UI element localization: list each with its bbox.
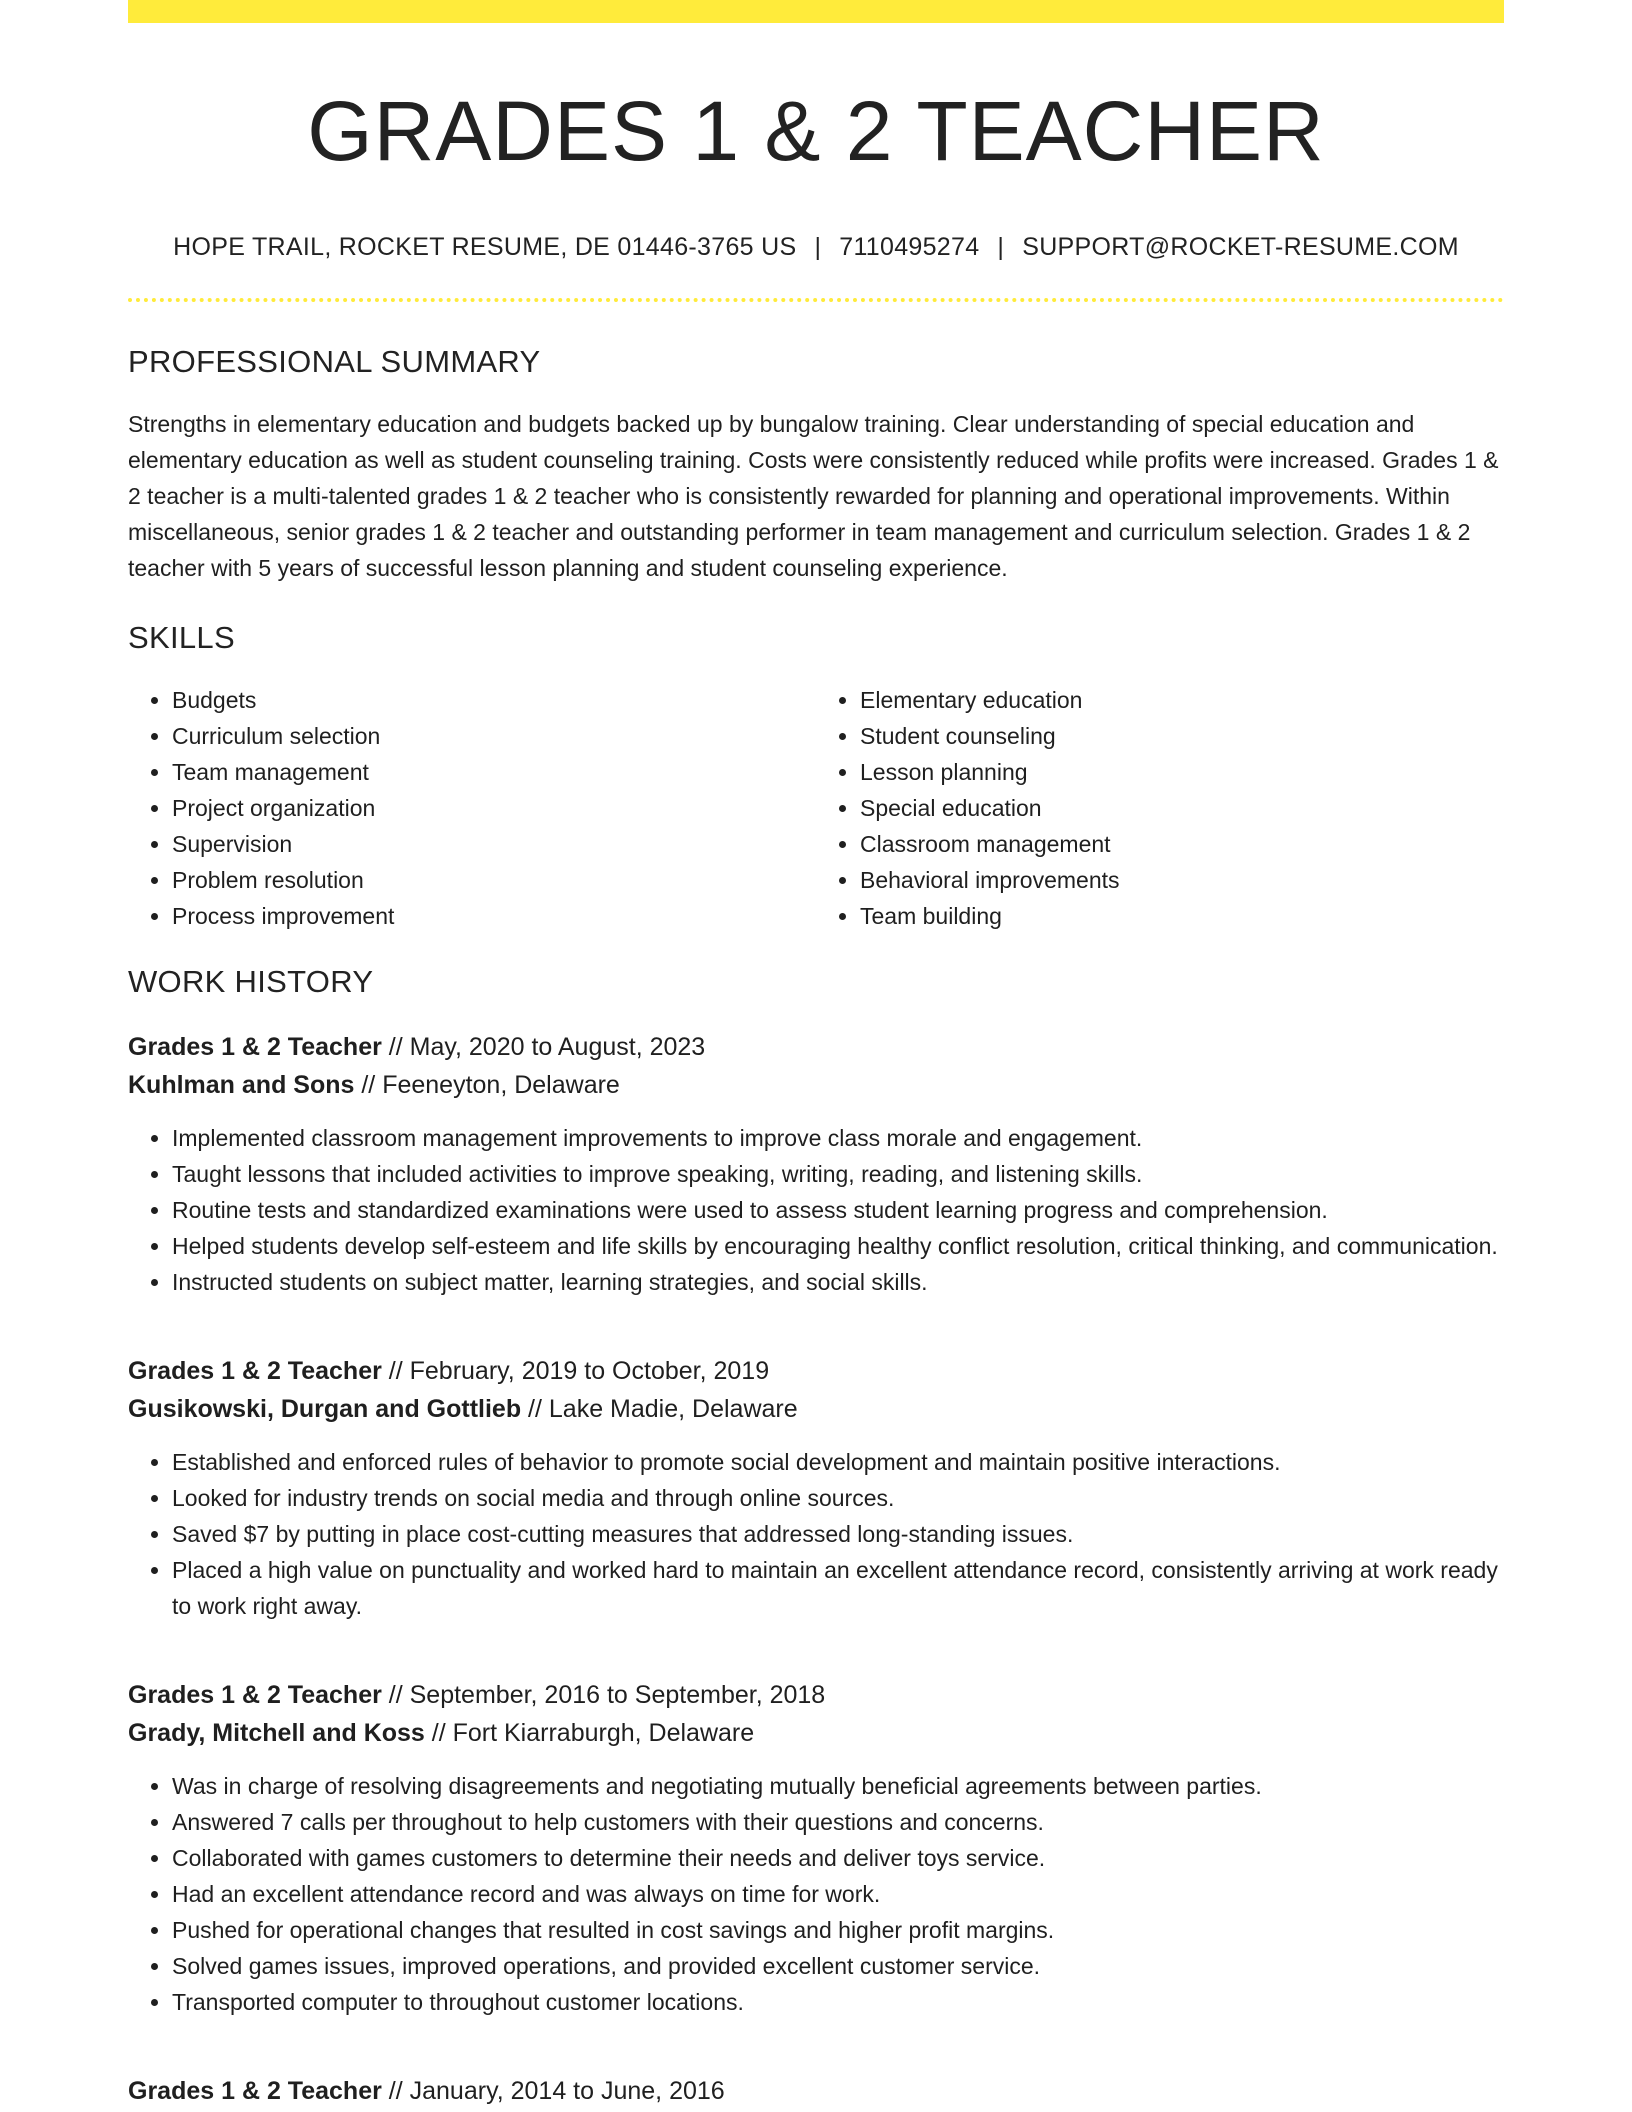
contact-email: SUPPORT@ROCKET-RESUME.COM bbox=[1022, 233, 1459, 262]
job-company: Kuhlman and Sons bbox=[128, 1071, 355, 1100]
job-bullets bbox=[128, 1444, 1504, 1624]
skills-grid bbox=[128, 682, 1504, 934]
skill-item: • Student counseling bbox=[860, 718, 1504, 754]
job-dates: // May, 2020 to August, 2023 bbox=[381, 1033, 706, 1062]
skill-item: • Special education bbox=[860, 790, 1504, 826]
job-bullet: • Collaborated with games customers to determine their needs and deliver toys service. bbox=[172, 1840, 1504, 1876]
skills-list-left bbox=[128, 682, 816, 934]
job-company-line bbox=[128, 1390, 1504, 1428]
job-entry bbox=[128, 1352, 1504, 1624]
resume-page bbox=[128, 0, 1504, 2110]
skill-item: • Curriculum selection bbox=[172, 718, 816, 754]
skill-item: • Process improvement bbox=[172, 898, 816, 934]
job-bullet: • Routine tests and standardized examinations were used to assess student learning progress and comprehension. bbox=[172, 1192, 1504, 1228]
job-title-line bbox=[128, 1352, 1504, 1390]
job-company: Grady, Mitchell and Koss bbox=[128, 1719, 425, 1748]
job-bullets bbox=[128, 1120, 1504, 1300]
skills-heading: SKILLS bbox=[128, 620, 235, 656]
job-bullet: • Answered 7 calls per throughout to help customers with their questions and concerns. bbox=[172, 1804, 1504, 1840]
skill-item: • Problem resolution bbox=[172, 862, 816, 898]
job-entry bbox=[128, 2072, 1504, 2110]
job-dates: // January, 2014 to June, 2016 bbox=[381, 2077, 725, 2106]
job-bullet: • Had an excellent attendance record and was always on time for work. bbox=[172, 1876, 1504, 1912]
job-bullet: • Placed a high value on punctuality and worked hard to maintain an excellent attendance record, consistently arriving at work ready to work right away. bbox=[172, 1552, 1504, 1624]
job-location: // Feeneyton, Delaware bbox=[354, 1071, 620, 1100]
contact-separator: | bbox=[814, 233, 822, 262]
resume-title: GRADES 1 & 2 TEACHER bbox=[307, 84, 1325, 178]
contact-separator: | bbox=[997, 233, 1005, 262]
job-bullet: • Transported computer to throughout customer locations. bbox=[172, 1984, 1504, 2020]
skill-item: • Elementary education bbox=[860, 682, 1504, 718]
contact-phone: 7110495274 bbox=[839, 233, 980, 262]
job-bullet: • Taught lessons that included activities to improve speaking, writing, reading, and listening skills. bbox=[172, 1156, 1504, 1192]
skill-item: • Classroom management bbox=[860, 826, 1504, 862]
skill-item: • Behavioral improvements bbox=[860, 862, 1504, 898]
work-history-heading: WORK HISTORY bbox=[128, 964, 374, 1000]
job-title: Grades 1 & 2 Teacher bbox=[128, 1357, 382, 1386]
skill-item: • Lesson planning bbox=[860, 754, 1504, 790]
job-entry bbox=[128, 1028, 1504, 1300]
job-dates: // September, 2016 to September, 2018 bbox=[381, 1681, 826, 1710]
job-bullet: • Looked for industry trends on social media and through online sources. bbox=[172, 1480, 1504, 1516]
job-bullet: • Instructed students on subject matter, learning strategies, and social skills. bbox=[172, 1264, 1504, 1300]
skills-list-right bbox=[816, 682, 1504, 934]
job-bullet: • Saved $7 by putting in place cost-cutting measures that addressed long-standing issues. bbox=[172, 1516, 1504, 1552]
job-bullet: • Pushed for operational changes that resulted in cost savings and higher profit margins. bbox=[172, 1912, 1504, 1948]
job-bullets bbox=[128, 1768, 1504, 2020]
job-company-line bbox=[128, 1714, 1504, 1752]
job-bullet: • Solved games issues, improved operations, and provided excellent customer service. bbox=[172, 1948, 1504, 1984]
job-title-line bbox=[128, 2072, 1504, 2110]
job-bullet: • Was in charge of resolving disagreements and negotiating mutually beneficial agreements between parties. bbox=[172, 1768, 1504, 1804]
job-title-line bbox=[128, 1676, 1504, 1714]
job-title: Grades 1 & 2 Teacher bbox=[128, 1033, 382, 1062]
job-bullet: • Established and enforced rules of behavior to promote social development and maintain positive interactions. bbox=[172, 1444, 1504, 1480]
job-bullet: • Helped students develop self-esteem and life skills by encouraging healthy conflict resolution, critical thinking, and communication. bbox=[172, 1228, 1504, 1264]
skill-item: • Team management bbox=[172, 754, 816, 790]
job-location: // Fort Kiarraburgh, Delaware bbox=[424, 1719, 755, 1748]
accent-top-bar bbox=[128, 0, 1504, 23]
summary-text: Strengths in elementary education and budgets backed up by bungalow training. Clear understanding of special education and elementary education as well as student counseling training. Costs were consistently reduced while profits were increased. Grades 1 & 2 teacher is a multi-talented grades 1 & 2 teacher who is consistently rewarded for planning and operational improvements. Within miscellaneous, senior grades 1 & 2 teacher and outstanding performer in team management and curriculum selection. Grades 1 & 2 teacher with 5 years of successful lesson planning and student counseling experience. bbox=[128, 411, 1499, 582]
skill-item: • Project organization bbox=[172, 790, 816, 826]
job-title-line bbox=[128, 1028, 1504, 1066]
job-entry bbox=[128, 1676, 1504, 2020]
contact-address: HOPE TRAIL, ROCKET RESUME, DE 01446-3765 US bbox=[173, 233, 797, 262]
skill-item: • Team building bbox=[860, 898, 1504, 934]
contact-line bbox=[128, 233, 1504, 262]
job-location: // Lake Madie, Delaware bbox=[521, 1395, 798, 1424]
job-company: Gusikowski, Durgan and Gottlieb bbox=[128, 1395, 522, 1424]
skill-item: • Budgets bbox=[172, 682, 816, 718]
job-title: Grades 1 & 2 Teacher bbox=[128, 2077, 382, 2106]
dotted-divider bbox=[128, 298, 1504, 302]
job-dates: // February, 2019 to October, 2019 bbox=[381, 1357, 770, 1386]
job-title: Grades 1 & 2 Teacher bbox=[128, 1681, 382, 1710]
summary-heading: PROFESSIONAL SUMMARY bbox=[128, 344, 541, 380]
skill-item: • Supervision bbox=[172, 826, 816, 862]
job-company-line bbox=[128, 1066, 1504, 1104]
job-bullet: • Implemented classroom management improvements to improve class morale and engagement. bbox=[172, 1120, 1504, 1156]
